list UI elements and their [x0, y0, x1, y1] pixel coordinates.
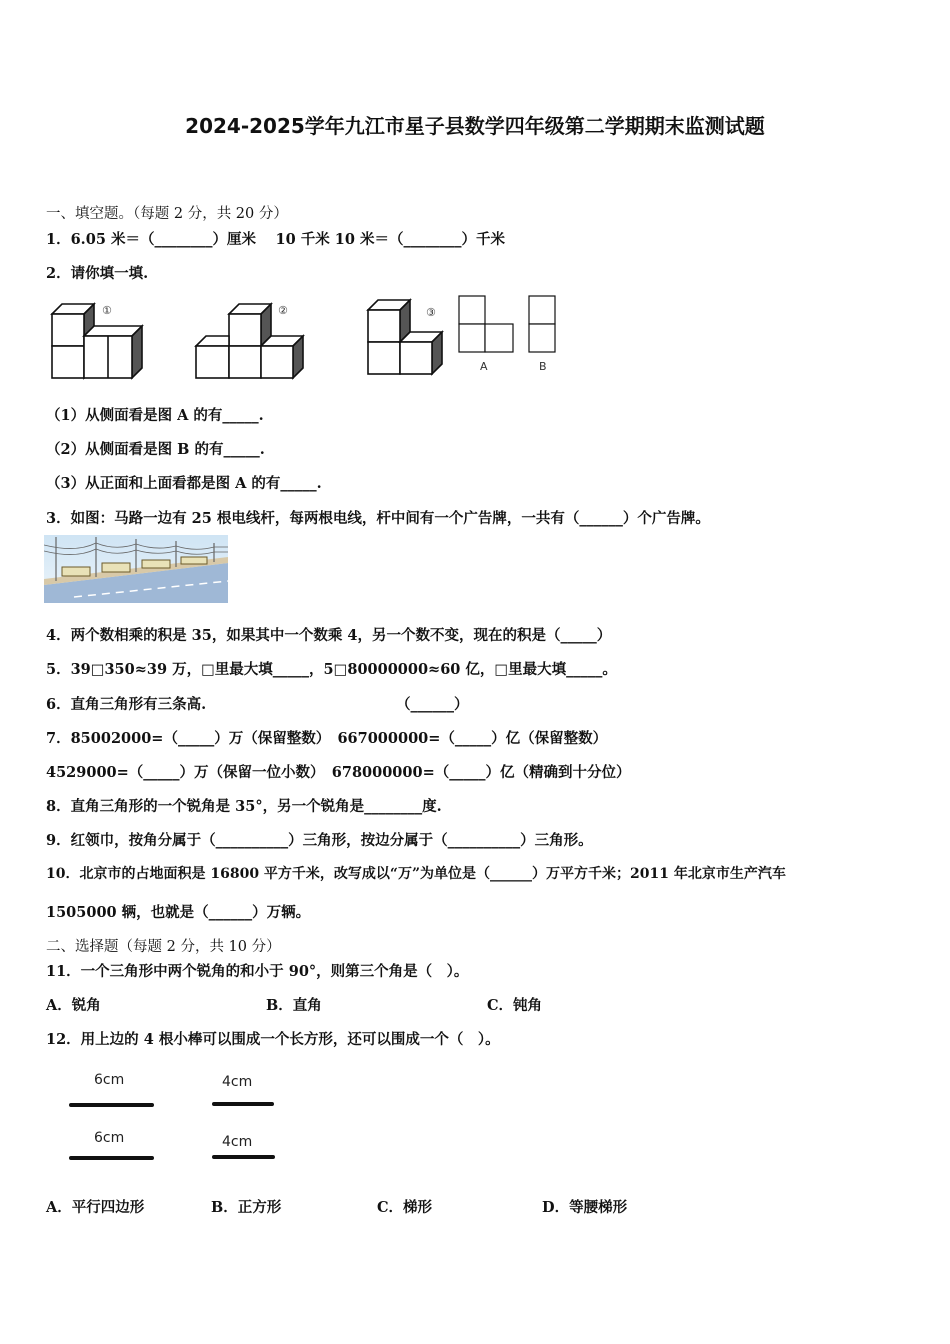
section-2-heading: 二、选择题（每题 2 分，共 10 分） [46, 939, 281, 955]
question-7-line-2: 4529000=（_____）万（保留一位小数） 678000000=（_____）亿（精确到十分位） [46, 764, 631, 781]
sticks-figure [60, 1062, 290, 1172]
view-a [459, 296, 513, 352]
view-b [529, 296, 555, 352]
question-2-sub-3: （3）从正面和上面看都是图 A 的有_____. [46, 475, 322, 492]
cube-figure-1 [52, 304, 142, 378]
stick-label-4: 4cm [222, 1134, 253, 1150]
figure-label-1: ① [102, 304, 112, 317]
road-picture [44, 535, 228, 603]
question-2-sub-2: （2）从侧面看是图 B 的有_____. [46, 441, 265, 458]
question-11-option-c: C．钝角 [487, 997, 543, 1014]
question-2-stem: 2．请你填一填. [46, 265, 149, 282]
cube-figures [46, 292, 566, 384]
figure-label-3: ③ [426, 306, 436, 319]
view-label-a: A [480, 360, 488, 373]
question-12-option-b: B．正方形 [211, 1199, 282, 1216]
view-label-b: B [539, 360, 547, 373]
question-2-sub-1: （1）从侧面看是图 A 的有_____. [46, 407, 264, 424]
stick-label-3: 4cm [222, 1074, 253, 1090]
question-3: 3．如图：马路一边有 25 根电线杆，每两根电线，杆中间有一个广告牌，一共有（______）个广告牌。 [46, 510, 710, 527]
question-4: 4．两个数相乘的积是 35，如果其中一个数乘 4，另一个数不变，现在的积是（_____） [46, 627, 612, 644]
stick-label-1: 6cm [94, 1072, 125, 1088]
question-6-blank: （______） [396, 696, 469, 713]
question-5: 5．39□350≈39 万，□里最大填_____，5□80000000≈60 亿，□里最大填_____。 [46, 661, 617, 678]
question-9: 9．红领巾，按角分属于（__________）三角形，按边分属于（__________）三角形。 [46, 832, 593, 849]
question-10-line-2: 1505000 辆，也就是（______）万辆。 [46, 904, 311, 921]
question-7-line-1: 7．85002000=（_____）万（保留整数） 667000000=（_____）亿（保留整数） [46, 730, 608, 747]
question-11-option-b: B．直角 [266, 997, 322, 1014]
page-title: 2024-2025学年九江市星子县数学四年级第二学期期末监测试题 [185, 114, 765, 138]
stick-label-2: 6cm [94, 1130, 125, 1146]
question-10-line-1: 10．北京市的占地面积是 16800 平方千米，改写成以“万”为单位是（______）万平方千米；2011 年北京市生产汽车 [46, 866, 786, 882]
question-1: 1．6.05 米＝（________）厘米 10 千米 10 米＝（________）千米 [46, 231, 505, 248]
question-12-option-c: C．梯形 [377, 1199, 433, 1216]
question-12-stem: 12．用上边的 4 根小棒可以围成一个长方形，还可以围成一个（ ）。 [46, 1031, 500, 1048]
question-12-option-d: D．等腰梯形 [542, 1199, 628, 1216]
question-6: 6．直角三角形有三条高. [46, 696, 207, 713]
question-12-option-a: A．平行四边形 [46, 1199, 145, 1216]
question-11-stem: 11．一个三角形中两个锐角的和小于 90°，则第三个角是（ ）。 [46, 963, 469, 980]
section-1-heading: 一、填空题。（每题 2 分，共 20 分） [46, 206, 288, 222]
figure-label-2: ② [278, 304, 288, 317]
question-8: 8．直角三角形的一个锐角是 35°，另一个锐角是________度. [46, 798, 442, 815]
question-11-option-a: A．锐角 [46, 997, 101, 1014]
